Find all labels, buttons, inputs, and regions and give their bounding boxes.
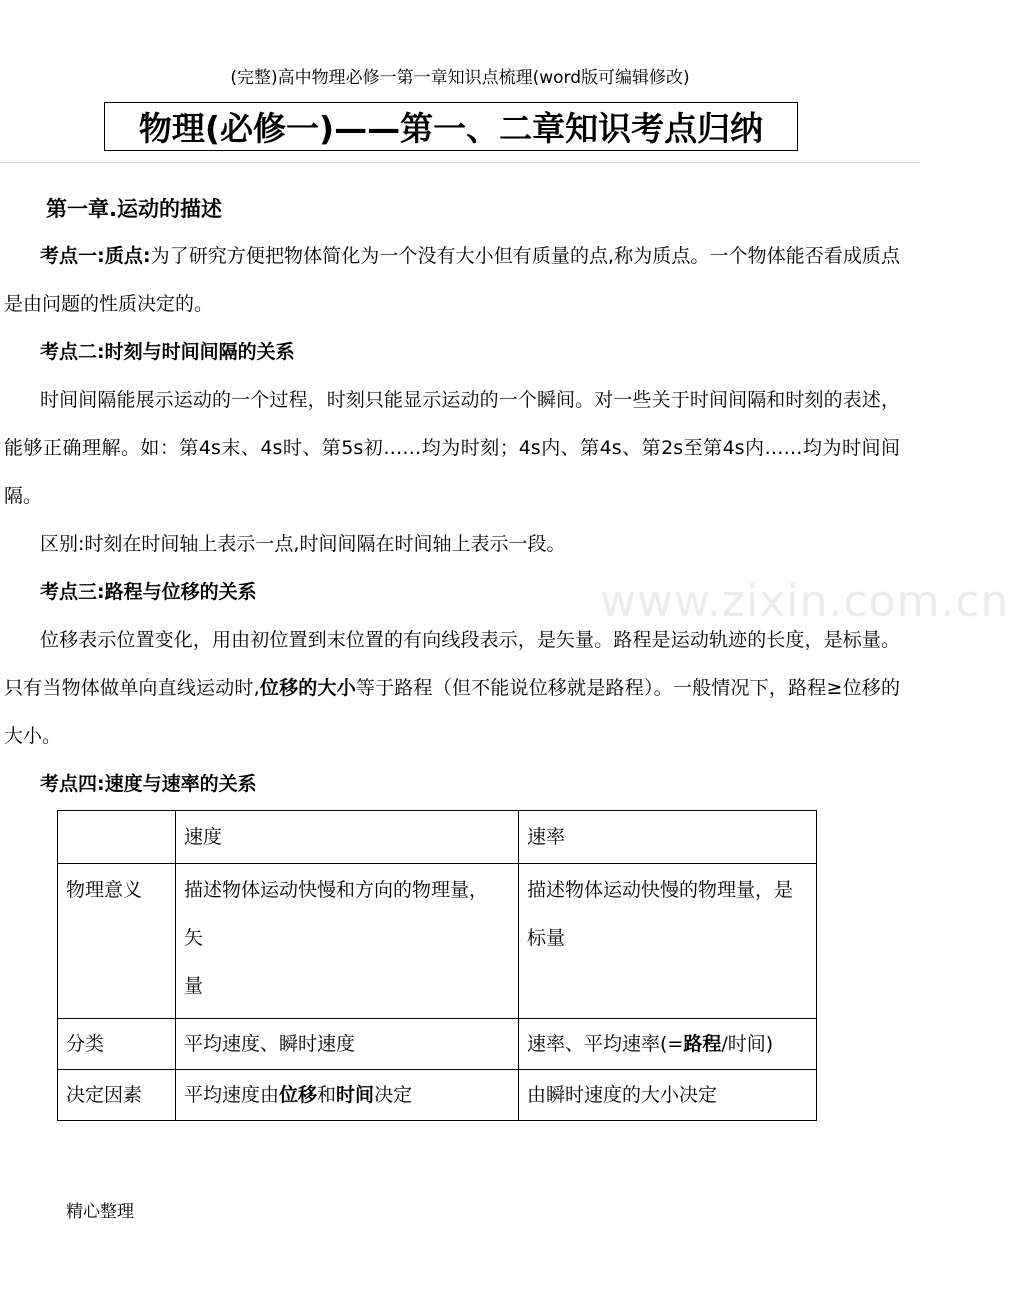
cell-text: 和 xyxy=(317,1084,337,1106)
speed-rate-table xyxy=(57,810,817,1121)
cell-text: 平均速度由 xyxy=(184,1084,280,1106)
title-divider xyxy=(0,162,920,163)
table-row-label: 物理意义 xyxy=(58,864,176,1019)
cell-text-bold: 路程 xyxy=(683,1033,722,1055)
table-header-cell: 速度 xyxy=(176,811,519,864)
cell-text: 决定 xyxy=(374,1084,413,1106)
point2-heading: 考点二:时刻与时间间隔的关系 xyxy=(40,341,295,363)
point3-text-bold: 位移的大小 xyxy=(259,677,356,699)
cell-line: 描述物体运动快慢的物理量，是 xyxy=(527,879,794,901)
table-row xyxy=(58,1070,817,1121)
document-body xyxy=(4,232,900,808)
point1-label: 考点一:质点: xyxy=(40,245,151,267)
point4-heading: 考点四:速度与速率的关系 xyxy=(40,773,257,795)
table-cell xyxy=(176,1070,519,1121)
table-row xyxy=(58,864,817,1019)
cell-line: 矢 xyxy=(184,927,204,949)
table-cell xyxy=(519,1019,817,1070)
point3-heading: 考点三:路程与位移的关系 xyxy=(40,581,257,603)
point3-text-b: 等于路程（但不能说位移就是路程）。一般情况下，路程≥位移的大小。 xyxy=(4,677,900,747)
point1-text: 为了研究方便把物体简化为一个没有大小但有质量的点,称为质点。一个物体能否看成质点是由问题的性质决定的。 xyxy=(4,245,900,315)
point3-paragraph xyxy=(4,616,900,760)
cell-text-bold: 位移 xyxy=(279,1084,318,1106)
chapter-heading: 第一章.运动的描述 xyxy=(46,197,222,221)
table-header-cell: 速率 xyxy=(519,811,817,864)
point2-paragraph: 时间间隔能展示运动的一个过程，时刻只能显示运动的一个瞬间。对一些关于时间间隔和时刻的表述，能够正确理解。如：第4s末、4s时、第5s初……均为时刻；4s内、第4s、第2s至第4s内……均为时间间隔。 xyxy=(4,389,900,507)
watermark: www.zixin.com.cn xyxy=(600,576,1009,627)
table-row xyxy=(58,1019,817,1070)
table-cell xyxy=(176,864,519,1019)
cell-text: /时间) xyxy=(721,1033,774,1055)
table-cell: 平均速度、瞬时速度 xyxy=(176,1019,519,1070)
document-top-header: (完整)高中物理必修一第一章知识点梳理(word版可编辑修改) xyxy=(230,68,690,88)
table-header-cell xyxy=(58,811,176,864)
point1-paragraph xyxy=(4,232,900,328)
document-title: 物理(必修一)——第一、二章知识考点归纳 xyxy=(104,102,798,151)
point2-distinction: 区别:时刻在时间轴上表示一点,时间间隔在时间轴上表示一段。 xyxy=(40,533,566,555)
point3-text-a: 位移表示位置变化，用由初位置到末位置的有向线段表示，是矢量。路程是运动轨迹的长度，是标量。只有当物体做单向直线运动时, xyxy=(4,629,900,699)
cell-line: 标量 xyxy=(527,927,566,949)
cell-line: 描述物体运动快慢和方向的物理量， xyxy=(184,879,489,901)
table-cell xyxy=(519,864,817,1019)
table-row-label: 分类 xyxy=(58,1019,176,1070)
cell-text: 速率、平均速率(= xyxy=(527,1033,684,1055)
table-header-row xyxy=(58,811,817,864)
table-cell: 由瞬时速度的大小决定 xyxy=(519,1070,817,1121)
footer-note: 精心整理 xyxy=(66,1202,134,1222)
cell-line: 量 xyxy=(184,975,204,997)
table-row-label: 决定因素 xyxy=(58,1070,176,1121)
cell-text-bold: 时间 xyxy=(336,1084,375,1106)
